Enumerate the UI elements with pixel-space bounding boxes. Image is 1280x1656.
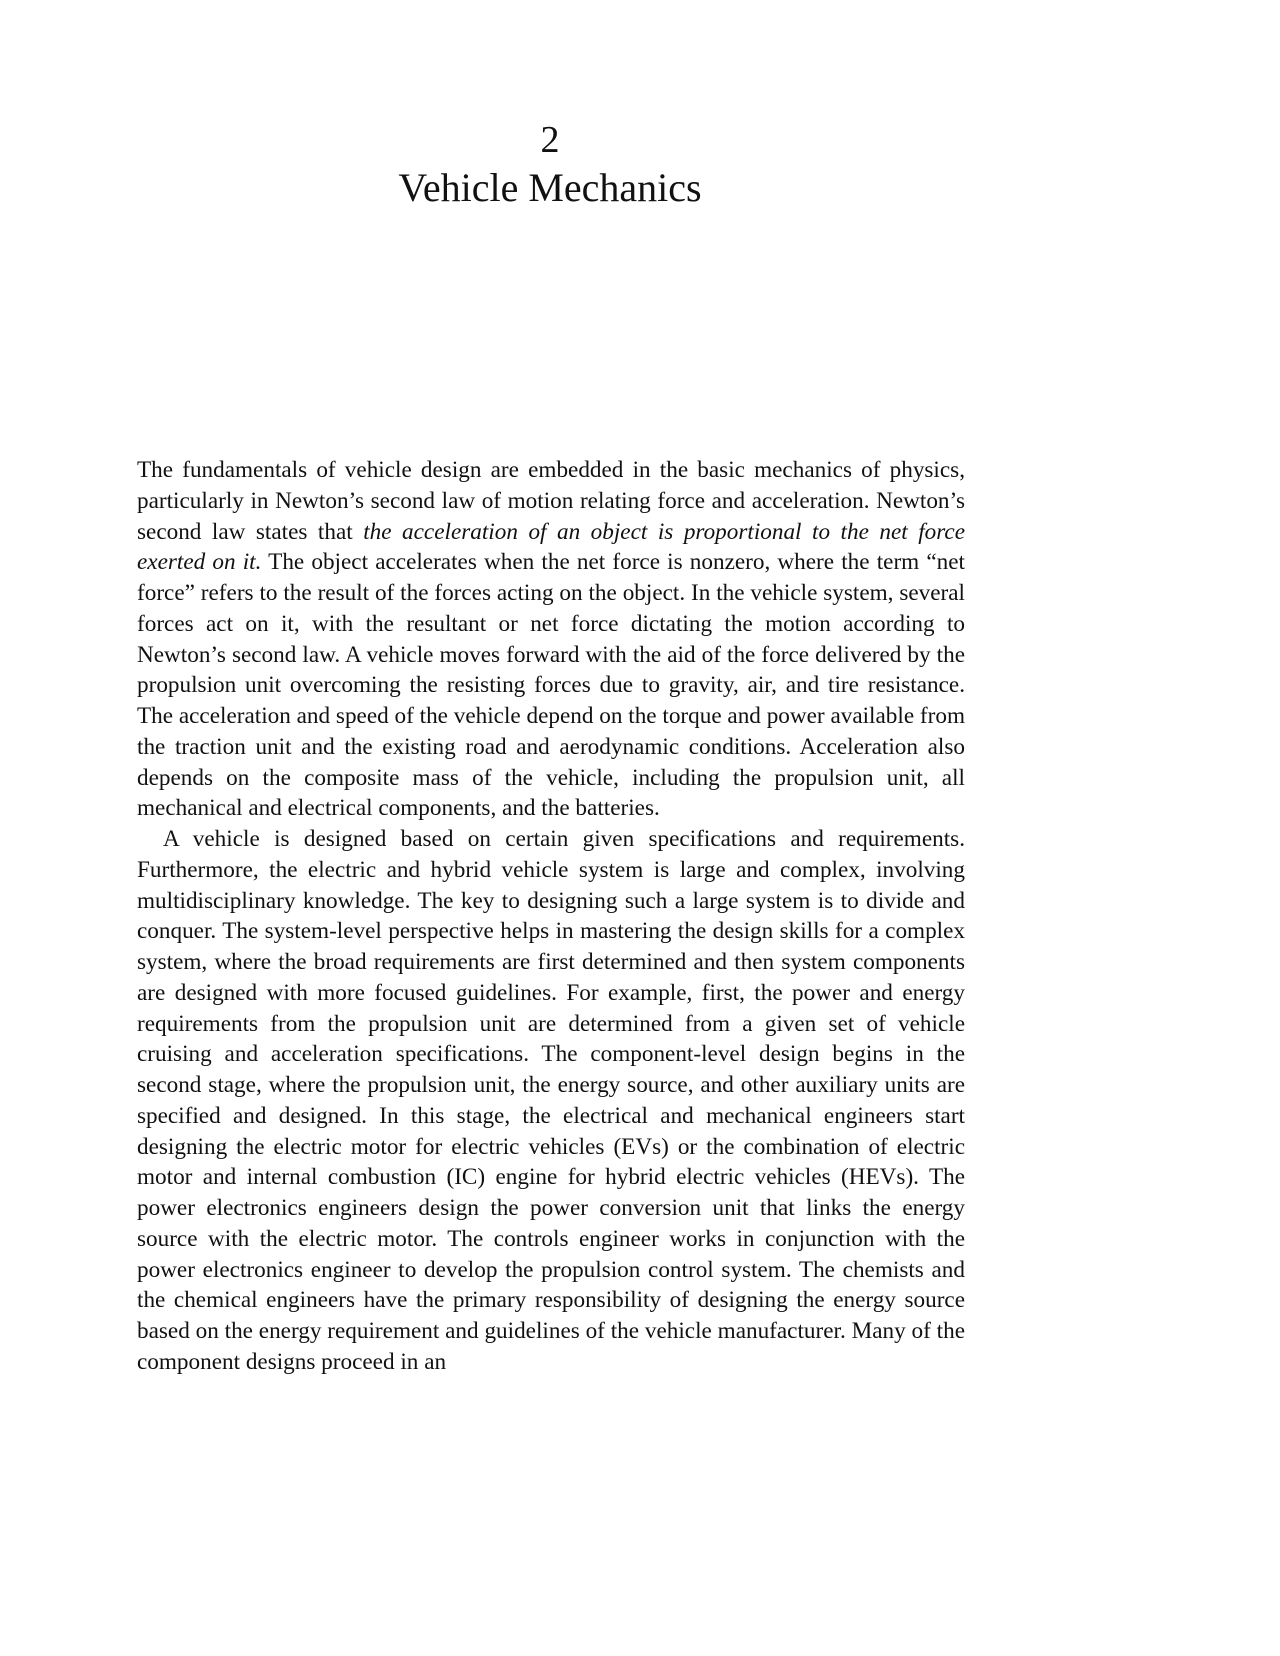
- paragraph-2: A vehicle is designed based on certain given specifications and requirements. Furthermore, the electric and hybrid vehicle system is large and complex, involving multidisciplinary knowledge. The key to designing such a large system is to divide and conquer. The system-level perspective helps in mastering the design skills for a complex system, where the broad requirements are first determined and then system components are designed with more focused guidelines. For example, first, the power and energy requirements from the propulsion unit are determined from a given set of vehicle cruising and acceleration specifications. The component-level design begins in the second stage, where the propulsion unit, the energy source, and other auxiliary units are specified and designed. In this stage, the electrical and mechanical engineers start designing the electric motor for electric vehicles (EVs) or the combination of electric motor and internal combustion (IC) engine for hybrid electric vehicles (HEVs). The power electronics engineers design the power conversion unit that links the energy source with the electric motor. The controls engineer works in conjunction with the power electronics engineer to develop the propulsion control system. The chemists and the chemical engineers have the primary responsibility of designing the energy source based on the energy requirement and guidelines of the vehicle manufacturer. Many of the component designs proceed in an: [137, 826, 965, 1375]
- paragraph-1-lead: The fundamentals of vehicle design are embedded in the basic mechanics of physics, particularly in Newton’s second law of motion relating force and acceleration. Newton’s second law states that: [137, 457, 965, 545]
- chapter-title: Vehicle Mechanics: [398, 165, 702, 210]
- paragraph-1-rest: The object accelerates when the net force is nonzero, where the term “net force” refers to the result of the forces acting on the object. In the vehicle system, several forces act on it, with the resultant or net force dictating the motion according to Newton’s second law. A vehicle moves forward with the aid of the force delivered by the propulsion unit overcoming the resisting forces due to gravity, air, and tire resistance. The acceleration and speed of the vehicle depend on the torque and power available from the traction unit and the existing road and aerodynamic conditions. Acceleration also depends on the composite mass of the vehicle, including the propulsion unit, all mechanical and electrical components, and the batteries.: [137, 549, 965, 822]
- body-text: [137, 455, 965, 1378]
- chapter-number: 2: [540, 119, 560, 161]
- newton-law-emphasis: the acceleration of an object is proportional to the net force exerted on it.: [137, 518, 965, 576]
- paragraph-1: [137, 455, 965, 824]
